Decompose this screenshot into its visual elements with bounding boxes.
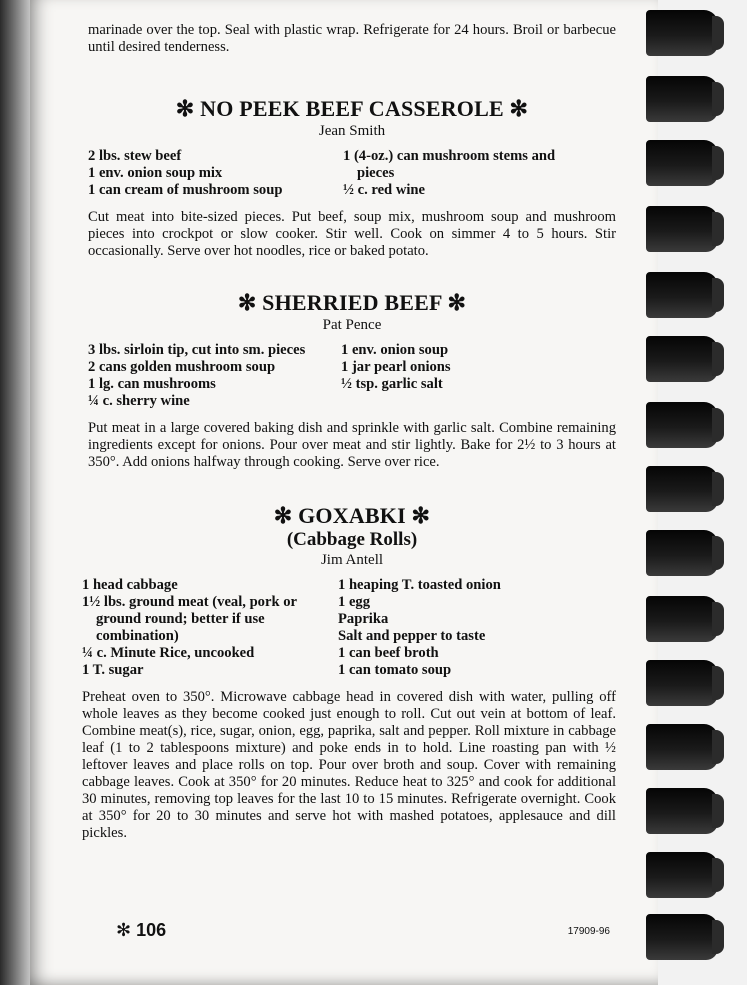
- recipe-sherried-beef: [88, 290, 616, 471]
- ingredient-column-right: [341, 342, 581, 410]
- binding-ring: [646, 596, 718, 642]
- ingredient-column-left: [88, 148, 343, 199]
- ingredient-item: 1 (4-oz.) can mushroom stems and pieces: [343, 148, 556, 181]
- binding-ring: [646, 660, 718, 706]
- recipe-subtitle: (Cabbage Rolls): [286, 529, 418, 550]
- ingredient-item: 1 can cream of mushroom soup: [88, 182, 283, 198]
- binding-ring: [646, 272, 718, 318]
- print-code: 17909-96: [567, 926, 610, 937]
- ingredient-item: 1 can tomato soup: [338, 662, 452, 678]
- ingredient-item: 1 env. onion soup mix: [88, 165, 223, 181]
- page-content: [82, 22, 616, 842]
- binding-ring: [646, 336, 718, 382]
- ingredient-column-left: [82, 577, 338, 679]
- recipe-author: Jean Smith: [318, 123, 386, 139]
- ingredient-item: 1½ lbs. ground meat (veal, pork or ground round; better if use combination): [82, 594, 297, 644]
- ingredient-item: Paprika: [338, 611, 389, 627]
- ingredient-item: 1 can beef broth: [338, 645, 439, 661]
- book-spine-shadow: [0, 0, 32, 985]
- binding-ring: [646, 724, 718, 770]
- ingredient-item: 2 cans golden mushroom soup: [88, 359, 276, 375]
- recipe-no-peek-beef-casserole: [88, 96, 616, 260]
- binding-ring: [646, 206, 718, 252]
- intro-paragraph: marinade over the top. Seal with plastic wrap. Refrigerate for 24 hours. Broil or barbecue until desired tenderness.: [88, 22, 616, 55]
- ingredient-item: Salt and pepper to taste: [338, 628, 486, 644]
- recipe-title: ✻ SHERRIED BEEF ✻: [237, 290, 467, 315]
- ingredient-item: 1 env. onion soup: [341, 342, 449, 358]
- ingredient-column-left: [88, 342, 341, 410]
- ingredient-item: 1 heaping T. toasted onion: [338, 577, 501, 593]
- ingredient-item: ½ c. red wine: [343, 182, 426, 198]
- ingredient-item: 1 jar pearl onions: [341, 359, 451, 375]
- ingredient-list: [82, 577, 616, 679]
- binding-ring: [646, 530, 718, 576]
- binding-ring: [646, 852, 718, 898]
- ingredient-list: [88, 342, 616, 410]
- binding-ring: [646, 10, 718, 56]
- ingredient-column-right: [343, 148, 583, 199]
- ingredient-item: 1 head cabbage: [82, 577, 178, 593]
- recipe-author: Jim Antell: [320, 552, 384, 568]
- recipe-goxabki: [82, 503, 616, 842]
- recipe-title: ✻ NO PEEK BEEF CASSEROLE ✻: [175, 96, 529, 121]
- binding-ring: [646, 76, 718, 122]
- ingredient-item: 3 lbs. sirloin tip, cut into sm. pieces: [88, 342, 306, 358]
- recipe-directions: Put meat in a large covered baking dish and sprinkle with garlic salt. Combine remaining ingredients except for onions. Pour over meat and stir lightly. Bake for 2½ to 3 hours at 350°. Add onions halfway through cooking. Serve over rice.: [88, 420, 616, 470]
- ingredient-item: ¼ c. Minute Rice, uncooked: [82, 645, 255, 661]
- page-number: ✻ 106: [116, 920, 167, 940]
- recipe-directions: Cut meat into bite-sized pieces. Put beef, soup mix, mushroom soup and mushroom pieces into crockpot or slow cooker. Stir well. Cook on simmer 4 to 5 hours. Stir occasionally. Serve over hot noodles, rice or baked potato.: [88, 209, 616, 259]
- binding-ring: [646, 466, 718, 512]
- binding-ring: [646, 140, 718, 186]
- ingredient-item: 1 lg. can mushrooms: [88, 376, 216, 392]
- binding-ring: [646, 402, 718, 448]
- ingredient-list: [88, 148, 616, 199]
- ingredient-item: ¼ c. sherry wine: [88, 393, 190, 409]
- ingredient-item: ½ tsp. garlic salt: [341, 376, 443, 392]
- ingredient-item: 1 T. sugar: [82, 662, 144, 678]
- binding-ring: [646, 788, 718, 834]
- ingredient-item: 1 egg: [338, 594, 371, 610]
- recipe-author: Pat Pence: [322, 317, 382, 333]
- ingredient-item: 2 lbs. stew beef: [88, 148, 182, 164]
- recipe-directions: Preheat oven to 350°. Microwave cabbage head in covered dish with water, pulling off whole leaves as they become cooked just enough to roll. Cut out vein at bottom of leaf. Combine meat(s), rice, sugar, onion, egg, paprika, salt and pepper. Roll mixture in cabbage leaf (1 to 2 tablespoons mixture) and poke ends in to hold. Line roasting pan with ½ leftover leaves and place rolls on top. Pour over broth and soup. Cover with remaining cabbage leaves. Cook at 350° for 20 minutes. Reduce heat to 325° and cook for additional 30 minutes, removing top leaves for the last 10 to 15 minutes. Refrigerate overnight. Cook at 350° for 20 to 30 minutes and serve hot with mashed potatoes, applesauce and dill pickles.: [82, 689, 616, 841]
- recipe-title: ✻ GOXABKI ✻: [273, 503, 431, 528]
- page-footer: [116, 920, 610, 942]
- binding-ring: [646, 914, 718, 960]
- ingredient-column-right: [338, 577, 578, 679]
